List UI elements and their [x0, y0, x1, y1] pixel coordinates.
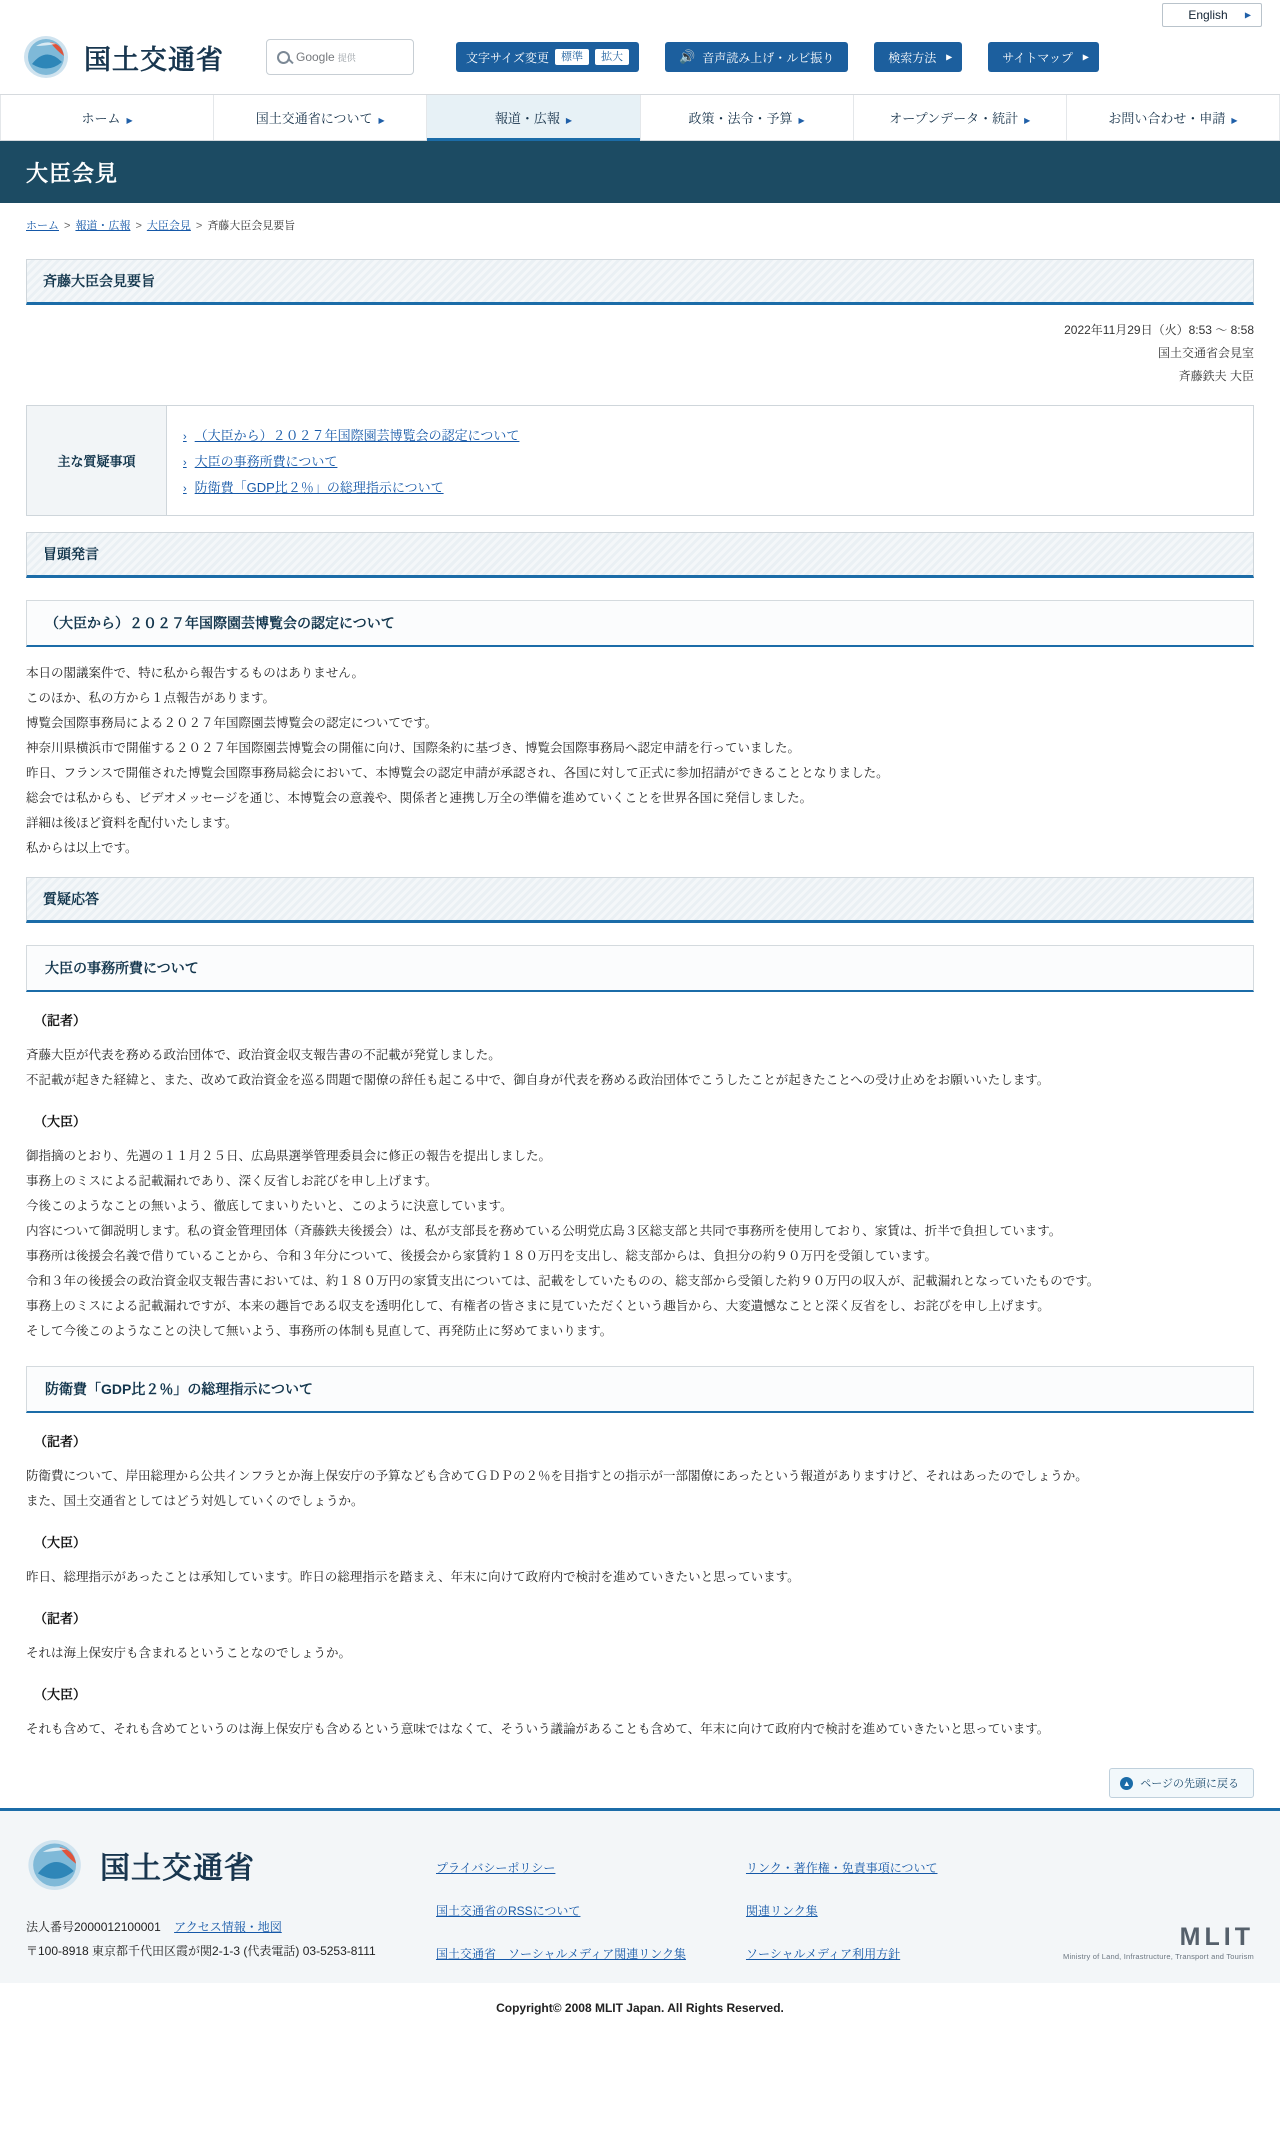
site-footer — [0, 1808, 1280, 1983]
paragraph: 令和３年の後援会の政治資金収支報告書においては、約１８０万円の家賃支出については、記載をしていたものの、総支部から受領した約９０万円の収入が、記載漏れとなっていたものです。 — [26, 1274, 1100, 1289]
paragraph: そして今後このようなことの決して無いよう、事務所の体制も見直して、再発防止に努めてまいります。 — [26, 1324, 613, 1339]
qa-text — [26, 1043, 1254, 1093]
footer-link-social-media-policy[interactable]: ソーシャルメディア利用方針 — [745, 1947, 901, 1962]
paragraph: 事務上のミスによる記載漏れであり、深く反省しお詫びを申し上げます。 — [26, 1174, 438, 1189]
site-header — [0, 30, 1280, 94]
qa-text — [26, 1144, 1254, 1344]
paragraph: このほか、私の方から１点報告があります。 — [26, 691, 276, 706]
footer-logo[interactable] — [26, 1837, 406, 1893]
footer-links-column-2 — [746, 1859, 938, 1963]
footer-link-privacy-policy[interactable]: プライバシーポリシー — [436, 1861, 556, 1876]
speech-reader-button[interactable] — [665, 42, 848, 72]
sitemap-button[interactable] — [988, 42, 1099, 72]
article-meta — [26, 319, 1254, 387]
qa-text — [26, 1641, 1254, 1666]
main-questions-cell — [167, 406, 1254, 516]
paragraph: 昨日、フランスで開催された博覧会国際事務局総会において、本博覧会の認定申請が承認され、各国に対して正式に参加招請ができることとなりました。 — [26, 766, 889, 781]
paragraph: 昨日、総理指示があったことは承知しています。昨日の総理指示を踏まえ、年末に向けて政府内で検討を進めていきたいと思っています。 — [26, 1570, 800, 1585]
main-content — [0, 259, 1280, 1742]
english-language-button[interactable] — [1162, 3, 1262, 27]
paragraph: 斉藤大臣が代表を務める政治団体で、政治資金収支報告書の不記載が発覚しました。 — [26, 1048, 501, 1063]
footer-info — [26, 1915, 406, 1963]
qa-topic-2-block-4 — [26, 1684, 1254, 1742]
speaker-label: （大臣） — [34, 1535, 87, 1551]
qa-topic-2-block-1 — [26, 1431, 1254, 1514]
chevron-right-icon: ▶ — [1231, 116, 1238, 125]
breadcrumb-item-press[interactable]: 報道・広報 — [75, 220, 131, 232]
opening-statement-section-label: 冒頭発言 — [26, 532, 1254, 578]
main-questions-label: 主な質疑事項 — [27, 406, 167, 516]
search-method-button[interactable] — [874, 42, 962, 72]
speaker-label: （記者） — [34, 1434, 87, 1450]
paragraph: それも含めて、それも含めてというのは海上保安庁も含めるという意味ではなくて、そういう議論があることも含めて、年末に向けて政府内で検討を進めていきたいと思っています。 — [26, 1722, 1050, 1737]
article-heading: 斉藤大臣会見要旨 — [26, 259, 1254, 305]
access-map-link[interactable]: アクセス情報・地図 — [174, 1920, 282, 1935]
breadcrumb-item-minister-press-conference[interactable]: 大臣会見 — [146, 220, 191, 232]
chevron-right-icon: › — [183, 483, 187, 496]
footer-link-copyright-disclaimer[interactable]: リンク・著作権・免責事項について — [745, 1861, 938, 1876]
chevron-right-icon: ▶ — [798, 116, 805, 125]
footer-link-rss[interactable]: 国土交通省のRSSについて — [436, 1904, 581, 1919]
paragraph: それは海上保安庁も含まれるということなのでしょうか。 — [26, 1646, 352, 1661]
footer-link-related-links[interactable]: 関連リンク集 — [745, 1904, 818, 1919]
paragraph: 博覧会国際事務局による２０２７年国際園芸博覧会の認定についてです。 — [26, 716, 438, 731]
utility-bar — [0, 0, 1280, 30]
qa-topic-1-title: 大臣の事務所費について — [26, 945, 1254, 992]
nav-label: 報道・広報 — [494, 111, 560, 126]
nav-item-contact[interactable] — [1067, 95, 1280, 140]
footer-logo-text: 国土交通省 — [100, 1851, 255, 1887]
footer-corporate-line — [26, 1915, 406, 1939]
question-link-3[interactable] — [183, 477, 1237, 496]
qa-topic-2-title: 防衛費「GDP比２％」の総理指示について — [26, 1366, 1254, 1413]
site-logo[interactable] — [22, 34, 224, 80]
speech-reader-label: 音声読み上げ・ルビ振り — [702, 50, 835, 65]
meta-speaker: 斉藤鉄夫 大臣 — [1178, 368, 1254, 383]
nav-label: 政策・法令・予算 — [688, 111, 793, 126]
qa-topic-1-block-2 — [26, 1111, 1254, 1344]
sitemap-label: サイトマップ — [1002, 50, 1073, 65]
paragraph: 私からは以上です。 — [26, 841, 138, 856]
paragraph: 神奈川県横浜市で開催する２０２７年国際園芸博覧会の開催に向け、国際条約に基づき、博覧会国際事務局へ認定申請を行っていました。 — [26, 741, 801, 756]
chevron-right-icon: ▶ — [126, 116, 133, 125]
meta-place: 国土交通省会見室 — [1157, 345, 1254, 360]
qa-text — [26, 1717, 1254, 1742]
speaker-icon: 🔊 — [679, 49, 696, 64]
page-title-band — [0, 141, 1280, 203]
question-link-label: 大臣の事務所費について — [194, 454, 338, 470]
mlit-logo-icon — [26, 1837, 88, 1893]
mlit-wordmark-text: MLIT — [1179, 1923, 1254, 1952]
paragraph: 内容について御説明します。私の資金管理団体（斉藤鉄夫後援会）は、私が支部長を務めている公明党広島３区総支部と共同で事務所を使用しており、家賃は、折半で負担しています。 — [26, 1224, 1062, 1239]
nav-item-press[interactable] — [427, 95, 640, 140]
chevron-right-icon: ▶ — [565, 116, 573, 125]
page-title: 大臣会見 — [26, 160, 119, 186]
question-link-2[interactable] — [183, 451, 1237, 470]
paragraph: また、国土交通省としてはどう対処していくのでしょうか。 — [26, 1494, 364, 1509]
qa-topic-2-block-3 — [26, 1608, 1254, 1666]
search-method-label: 検索方法 — [888, 50, 937, 65]
question-link-label: 防衛費「GDP比２％」の総理指示について — [194, 480, 444, 496]
mlit-wordmark — [1063, 1923, 1254, 1961]
footer-links-column-1 — [436, 1859, 686, 1963]
breadcrumb-item-home[interactable]: ホーム — [26, 220, 59, 232]
font-size-control[interactable] — [456, 42, 639, 72]
font-size-standard-button[interactable]: 標準 — [555, 49, 589, 65]
english-label: English — [1188, 8, 1228, 22]
footer-link-social-media-links[interactable]: 国土交通省 ソーシャルメディア関連リンク集 — [436, 1947, 686, 1962]
paragraph: 今後このようなことの無いよう、徹底してまいりたいと、このように決意しています。 — [26, 1199, 513, 1214]
copyright: Copyright© 2008 MLIT Japan. All Rights Reserved. — [0, 1983, 1280, 2035]
search-area — [266, 39, 414, 75]
global-navigation — [0, 94, 1280, 141]
font-size-label: 文字サイズ変更 — [466, 50, 550, 65]
nav-item-home[interactable] — [0, 95, 214, 140]
search-icon — [277, 51, 290, 64]
paragraph: 不記載が起きた経緯と、また、改めて政治資金を巡る問題で閣僚の辞任も起こる中で、御自身が代表を務める政治団体でこうしたことが起きたことへの受け止めをお願いいたします。 — [26, 1073, 1050, 1088]
qa-text — [26, 1565, 1254, 1590]
speaker-label: （大臣） — [34, 1114, 87, 1130]
speaker-label: （大臣） — [34, 1687, 87, 1703]
paragraph: 詳細は後ほど資料を配付いたします。 — [26, 816, 238, 831]
mlit-logo-icon — [22, 34, 74, 80]
question-link-label: （大臣から）２０２７年国際園芸博覧会の認定について — [194, 428, 520, 444]
footer-left — [26, 1837, 406, 1963]
nav-item-about[interactable] — [214, 95, 427, 140]
breadcrumb-item-current: 斉藤大臣会見要旨 — [207, 220, 296, 232]
paragraph: 事務所は後援会名義で借りていることから、令和３年分について、後援会から家賃約１８０万円を支出し、総支部からは、負担分の約９０万円を受領しています。 — [26, 1249, 938, 1264]
footer-address: 〒100-8918 東京都千代田区霞が関2-1-3 (代表電話) 03-5253-8111 — [26, 1944, 376, 1959]
mlit-wordmark-subtitle: Ministry of Land, Infrastructure, Transport and Tourism — [1063, 1952, 1254, 1962]
qa-text — [26, 1464, 1254, 1514]
back-to-top-button[interactable] — [1109, 1768, 1254, 1798]
paragraph: 本日の閣議案件で、特に私から報告するものはありません。 — [26, 666, 365, 681]
chevron-right-icon: ▶ — [378, 116, 385, 125]
corporate-number: 法人番号2000012100001 — [26, 1920, 161, 1935]
nav-label: お問い合わせ・申請 — [1108, 111, 1226, 126]
site-logo-text: 国土交通省 — [84, 44, 224, 76]
opening-statement-topic: （大臣から）２０２７年国際園芸博覧会の認定について — [26, 600, 1254, 647]
qa-section-label: 質疑応答 — [26, 877, 1254, 923]
question-link-1[interactable] — [183, 425, 1237, 444]
chevron-right-icon: › — [183, 431, 187, 444]
chevron-right-icon: ▶ — [1024, 116, 1031, 125]
qa-topic-2-block-2 — [26, 1532, 1254, 1590]
main-questions-table — [26, 405, 1254, 516]
arrow-up-icon: ▲ — [1120, 1777, 1133, 1790]
nav-item-opendata[interactable] — [854, 95, 1067, 140]
opening-statement-body — [26, 661, 1254, 861]
paragraph: 事務上のミスによる記載漏れですが、本来の趣旨である収支を透明化して、有権者の皆さまに見ていただくという趣旨から、大変遺憾なことと深く反省をし、お詫びを申し上げます。 — [26, 1299, 1050, 1314]
nav-label: オープンデータ・統計 — [889, 111, 1019, 126]
search-placeholder: Google 提供 — [296, 50, 356, 64]
speaker-label: （記者） — [34, 1611, 87, 1627]
paragraph: 御指摘のとおり、先週の１１月２５日、広島県選挙管理委員会に修正の報告を提出しました。 — [26, 1149, 552, 1164]
paragraph: 防衛費について、岸田総理から公共インフラとか海上保安庁の予算なども含めてＧＤＰの２％を目指すとの指示が一部閣僚にあったという報道がありますけど、それはあったのでしょうか。 — [26, 1469, 1088, 1484]
back-to-top-row — [0, 1742, 1280, 1808]
paragraph: 総会では私からも、ビデオメッセージを通じ、本博覧会の意義や、関係者と連携し万全の準備を進めていくことを世界各国に発信しました。 — [26, 791, 813, 806]
nav-item-policy[interactable] — [641, 95, 854, 140]
back-to-top-label: ページの先頭に戻る — [1140, 1778, 1239, 1791]
chevron-right-icon: › — [183, 457, 187, 470]
nav-label: ホーム — [81, 111, 121, 126]
meta-datetime: 2022年11月29日（火）8:53 ～ 8:58 — [1064, 323, 1254, 337]
search-input[interactable] — [266, 39, 414, 75]
font-size-large-button[interactable]: 拡大 — [595, 49, 629, 65]
table-row — [27, 406, 1254, 516]
speaker-label: （記者） — [34, 1013, 87, 1029]
qa-topic-1-block-1 — [26, 1010, 1254, 1093]
breadcrumb: ホーム > 報道・広報 > 大臣会見 > 斉藤大臣会見要旨 — [26, 220, 296, 232]
nav-label: 国土交通省について — [255, 111, 373, 126]
